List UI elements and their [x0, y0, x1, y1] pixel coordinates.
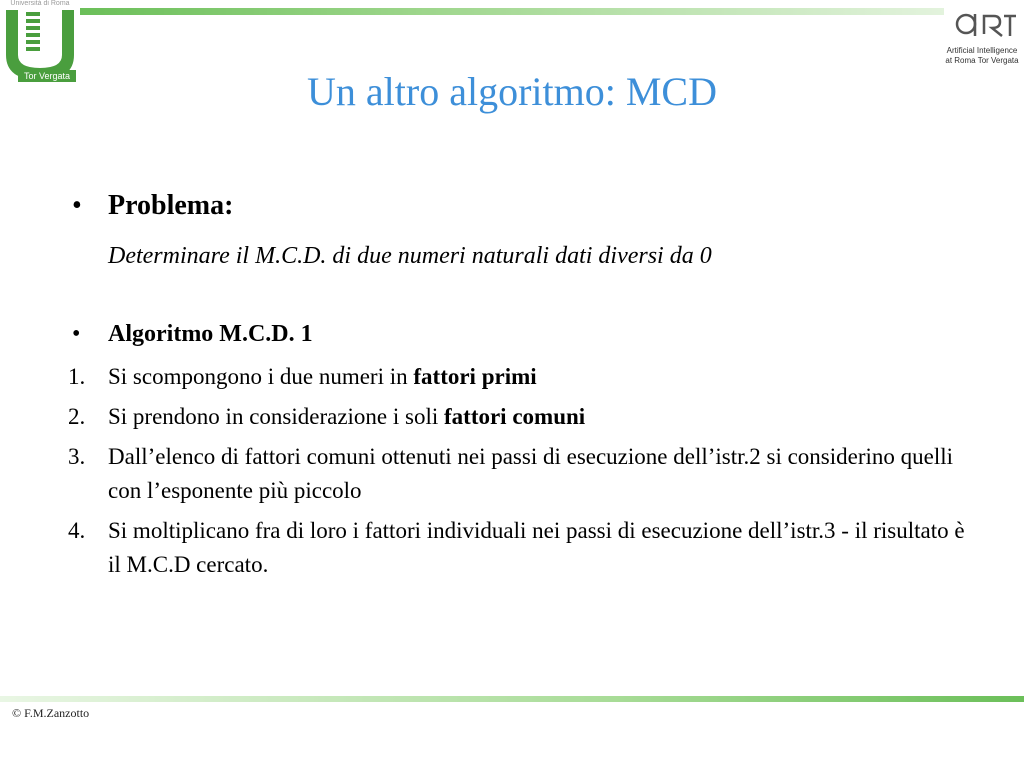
list-item: [68, 400, 968, 434]
step-number: 2.: [68, 404, 86, 429]
step-number: 1.: [68, 364, 86, 389]
university-name: Tor Vergata: [18, 70, 76, 82]
bullet-marker: •: [72, 190, 82, 221]
step-number: 4.: [68, 518, 86, 543]
bottom-decorative-bar: [0, 696, 1024, 702]
ai-emblem-icon: [944, 4, 1020, 44]
problem-bullet: [72, 190, 233, 222]
slide-title: Un altro algoritmo: MCD: [307, 69, 717, 114]
algorithm-steps: [68, 360, 968, 588]
ai-group-line2: at Roma Tor Vergata: [945, 56, 1019, 65]
problem-label: Problema:: [108, 190, 234, 221]
algorithm-label: Algoritmo M.C.D. 1: [108, 321, 313, 347]
list-item: [68, 360, 968, 394]
step-bold: fattori primi: [413, 364, 537, 389]
step-text: Dall’elenco di fattori comuni ottenuti nei passi di esecuzione dell’istr.2 si considerino quelli con l’esponente più piccolo: [108, 444, 954, 503]
algorithm-bullet: [72, 321, 313, 348]
bullet-marker: •: [72, 321, 81, 347]
footer-copyright: © F.M.Zanzotto: [12, 706, 90, 720]
ai-group-line1: Artificial Intelligence: [946, 46, 1018, 55]
list-item: [68, 440, 968, 508]
list-item: [68, 514, 968, 582]
ai-group-logo: [944, 4, 1020, 70]
university-caption: Università di Roma: [10, 0, 70, 7]
step-text: Si prendono in considerazione i soli fattori comuni: [108, 404, 586, 429]
step-text: Si scompongono i due numeri in fattori primi: [108, 364, 537, 389]
problem-description: Determinare il M.C.D. di due numeri naturali dati diversi da 0: [108, 243, 712, 269]
step-text: Si moltiplicano fra di loro i fattori individuali nei passi di esecuzione dell’istr.3 - il risultato è il M.C.D cercato.: [108, 518, 965, 577]
top-decorative-bar: [80, 8, 944, 15]
step-bold: fattori comuni: [444, 404, 586, 429]
step-number: 3.: [68, 444, 86, 469]
